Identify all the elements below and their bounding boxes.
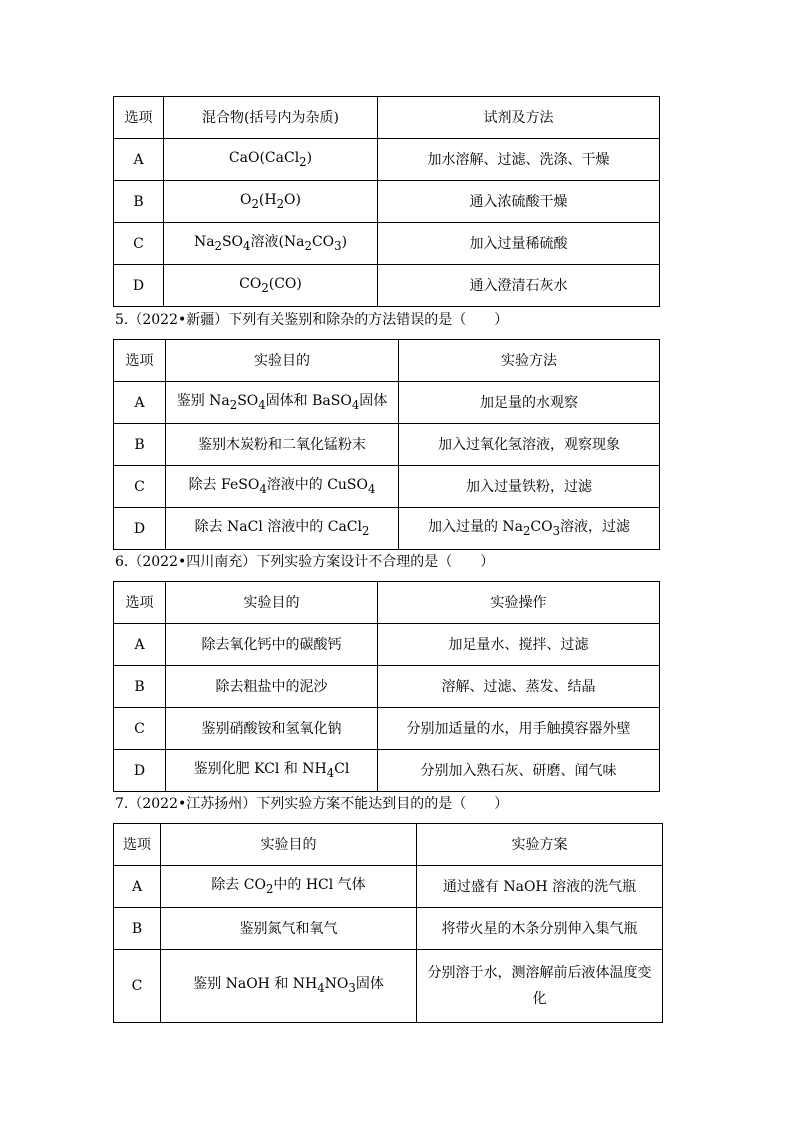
table-header-row xyxy=(114,582,660,624)
header-option: 选项 xyxy=(114,824,161,866)
method-cell: 加水溶解、过滤、洗涤、干燥 xyxy=(378,139,660,181)
table-row xyxy=(114,466,660,508)
table-experiment-plan xyxy=(113,823,663,1023)
purpose-cell: 除去粗盐中的泥沙 xyxy=(166,666,378,708)
method-cell: 通入浓硫酸干燥 xyxy=(378,181,660,223)
purpose-cell: 鉴别木炭粉和二氧化锰粉末 xyxy=(166,424,399,466)
table-row xyxy=(114,908,663,950)
table-row xyxy=(114,666,660,708)
table-row xyxy=(114,265,660,307)
option-label: C xyxy=(114,223,164,265)
header-option: 选项 xyxy=(114,582,166,624)
table-row xyxy=(114,139,660,181)
operation-cell: 分别加适量的水，用手触摸容器外壁 xyxy=(378,708,660,750)
table-row xyxy=(114,223,660,265)
operation-cell: 分别加入熟石灰、研磨、闻气味 xyxy=(378,750,660,792)
table-row xyxy=(114,866,663,908)
option-label: D xyxy=(114,750,166,792)
header-option: 选项 xyxy=(114,340,166,382)
purpose-cell: 鉴别 $Na_2SO_4$固体和 BaSO$_4$固体 xyxy=(166,382,399,424)
mixture-cell: $O_2(H_2O)$ xyxy=(164,181,378,223)
mixture-cell: CaO(CaCl$_2$) xyxy=(164,139,378,181)
method-cell: 通入澄清石灰水 xyxy=(378,265,660,307)
option-label: C xyxy=(114,950,161,1023)
method-cell: 加足量的水观察 xyxy=(399,382,660,424)
purpose-cell: 鉴别硝酸铵和氢氧化钠 xyxy=(166,708,378,750)
table-header-row xyxy=(114,340,660,382)
purpose-cell: 除去 $CO_2$中的 HCl 气体 xyxy=(161,866,417,908)
table-mixture-impurity xyxy=(113,96,660,307)
option-label: A xyxy=(114,624,166,666)
option-label: A xyxy=(114,382,166,424)
table-row xyxy=(114,382,660,424)
operation-cell: 溶解、过滤、蒸发、结晶 xyxy=(378,666,660,708)
purpose-cell: 除去氧化钙中的碳酸钙 xyxy=(166,624,378,666)
option-label: C xyxy=(114,466,166,508)
operation-cell: 加足量水、搅拌、过滤 xyxy=(378,624,660,666)
option-label: B xyxy=(114,666,166,708)
purpose-cell: 除去 FeSO$_4$溶液中的 CuSO$_4$ xyxy=(166,466,399,508)
table-row xyxy=(114,950,663,1023)
header-reagent-method: 试剂及方法 xyxy=(378,97,660,139)
table-experiment-design xyxy=(113,581,660,792)
option-label: D xyxy=(114,265,164,307)
plan-cell: 分别溶于水，测溶解前后液体温度变化 xyxy=(417,950,663,1023)
purpose-cell: 鉴别化肥 KCl 和 $NH_4Cl$ xyxy=(166,750,378,792)
table-row xyxy=(114,181,660,223)
option-label: B xyxy=(114,908,161,950)
header-method: 实验方法 xyxy=(399,340,660,382)
table-row xyxy=(114,708,660,750)
mixture-cell: $Na_2SO_4$溶液$(Na_2CO_3)$ xyxy=(164,223,378,265)
purpose-cell: 鉴别氮气和氧气 xyxy=(161,908,417,950)
option-label: C xyxy=(114,708,166,750)
method-cell: 加入过量稀硫酸 xyxy=(378,223,660,265)
option-label: A xyxy=(114,139,164,181)
table-row xyxy=(114,750,660,792)
table-row xyxy=(114,624,660,666)
option-label: B xyxy=(114,424,166,466)
question-6-stem: 6.（2022•四川南充）下列实验方案设计不合理的是（ ） xyxy=(115,554,495,570)
table-header-row xyxy=(114,824,663,866)
header-operation: 实验操作 xyxy=(378,582,660,624)
option-label: D xyxy=(114,508,166,550)
mixture-cell: $CO_2(CO)$ xyxy=(164,265,378,307)
option-label: A xyxy=(114,866,161,908)
table-row xyxy=(114,424,660,466)
header-purpose: 实验目的 xyxy=(161,824,417,866)
table-header-row xyxy=(114,97,660,139)
method-cell: 加入过量的 $Na_2CO_3$溶液，过滤 xyxy=(399,508,660,550)
plan-cell: 通过盛有 NaOH 溶液的洗气瓶 xyxy=(417,866,663,908)
header-purpose: 实验目的 xyxy=(166,340,399,382)
table-identify-remove-impurity xyxy=(113,339,660,550)
header-option: 选项 xyxy=(114,97,164,139)
plan-cell: 将带火星的木条分别伸入集气瓶 xyxy=(417,908,663,950)
header-purpose: 实验目的 xyxy=(166,582,378,624)
method-cell: 加入过氧化氢溶液，观察现象 xyxy=(399,424,660,466)
purpose-cell: 鉴别 NaOH 和 $NH_4NO_3$固体 xyxy=(161,950,417,1023)
purpose-cell: 除去 NaCl 溶液中的 CaCl$_2$ xyxy=(166,508,399,550)
header-mixture: 混合物(括号内为杂质) xyxy=(164,97,378,139)
option-label: B xyxy=(114,181,164,223)
question-5-stem: 5.（2022•新疆）下列有关鉴别和除杂的方法错误的是（ ） xyxy=(115,312,509,328)
method-cell: 加入过量铁粉，过滤 xyxy=(399,466,660,508)
table-row xyxy=(114,508,660,550)
header-plan: 实验方案 xyxy=(417,824,663,866)
question-7-stem: 7.（2022•江苏扬州）下列实验方案不能达到目的的是（ ） xyxy=(115,796,509,812)
